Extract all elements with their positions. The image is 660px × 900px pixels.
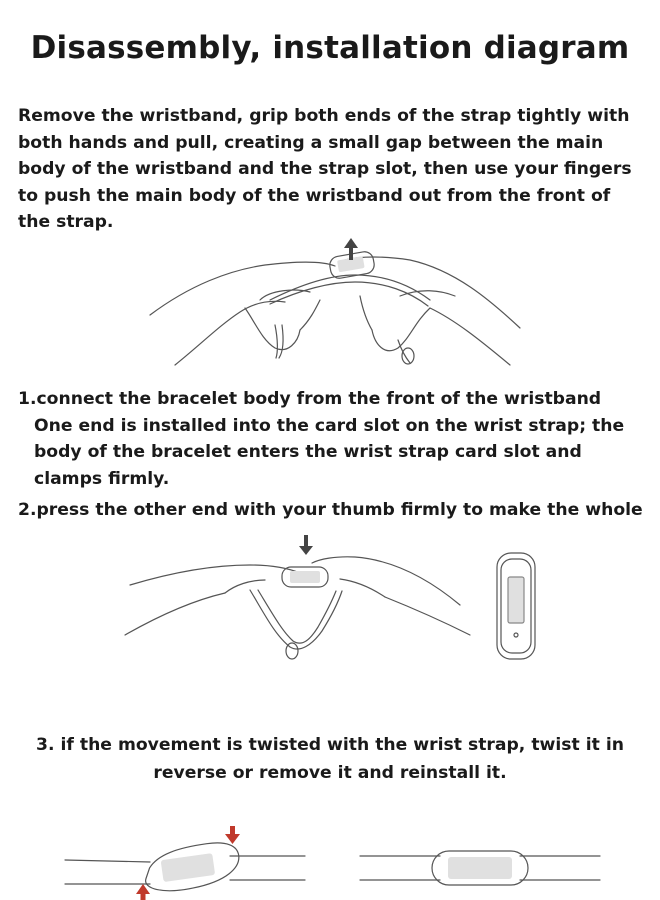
- step-1-heading: 1.connect the bracelet body from the front of the wristband: [18, 389, 602, 409]
- page-title: Disassembly, installation diagram: [30, 30, 630, 66]
- red-up-arrow-icon: [136, 884, 150, 900]
- intro-paragraph: Remove the wristband, grip both ends of the strap tightly with both hands and pull, creating a small gap between the main body of the wristband and the strap slot, then use your fingers to push the main body of the wristband out from the front of the strap.: [18, 106, 632, 232]
- step-1: [18, 386, 648, 492]
- illustration-install: [0, 535, 660, 675]
- step-3-line-2: reverse or remove it and reinstall it.: [153, 763, 507, 783]
- up-arrow-icon: [344, 238, 358, 260]
- down-arrow-icon: [299, 535, 313, 555]
- step-2: 2.press the other end with your thumb firmly to make the whole: [18, 500, 643, 520]
- illustration-twist: [0, 822, 660, 900]
- red-down-arrow-icon: [225, 826, 240, 844]
- step-1-body: One end is installed into the card slot on the wrist strap; the body of the bracelet enters the wrist strap card slot and clamps firmly.: [34, 415, 625, 489]
- illustration-removal: [0, 230, 660, 380]
- step-3-line-1: 3. if the movement is twisted with the wrist strap, twist it in: [36, 735, 624, 755]
- step-3: [0, 731, 660, 787]
